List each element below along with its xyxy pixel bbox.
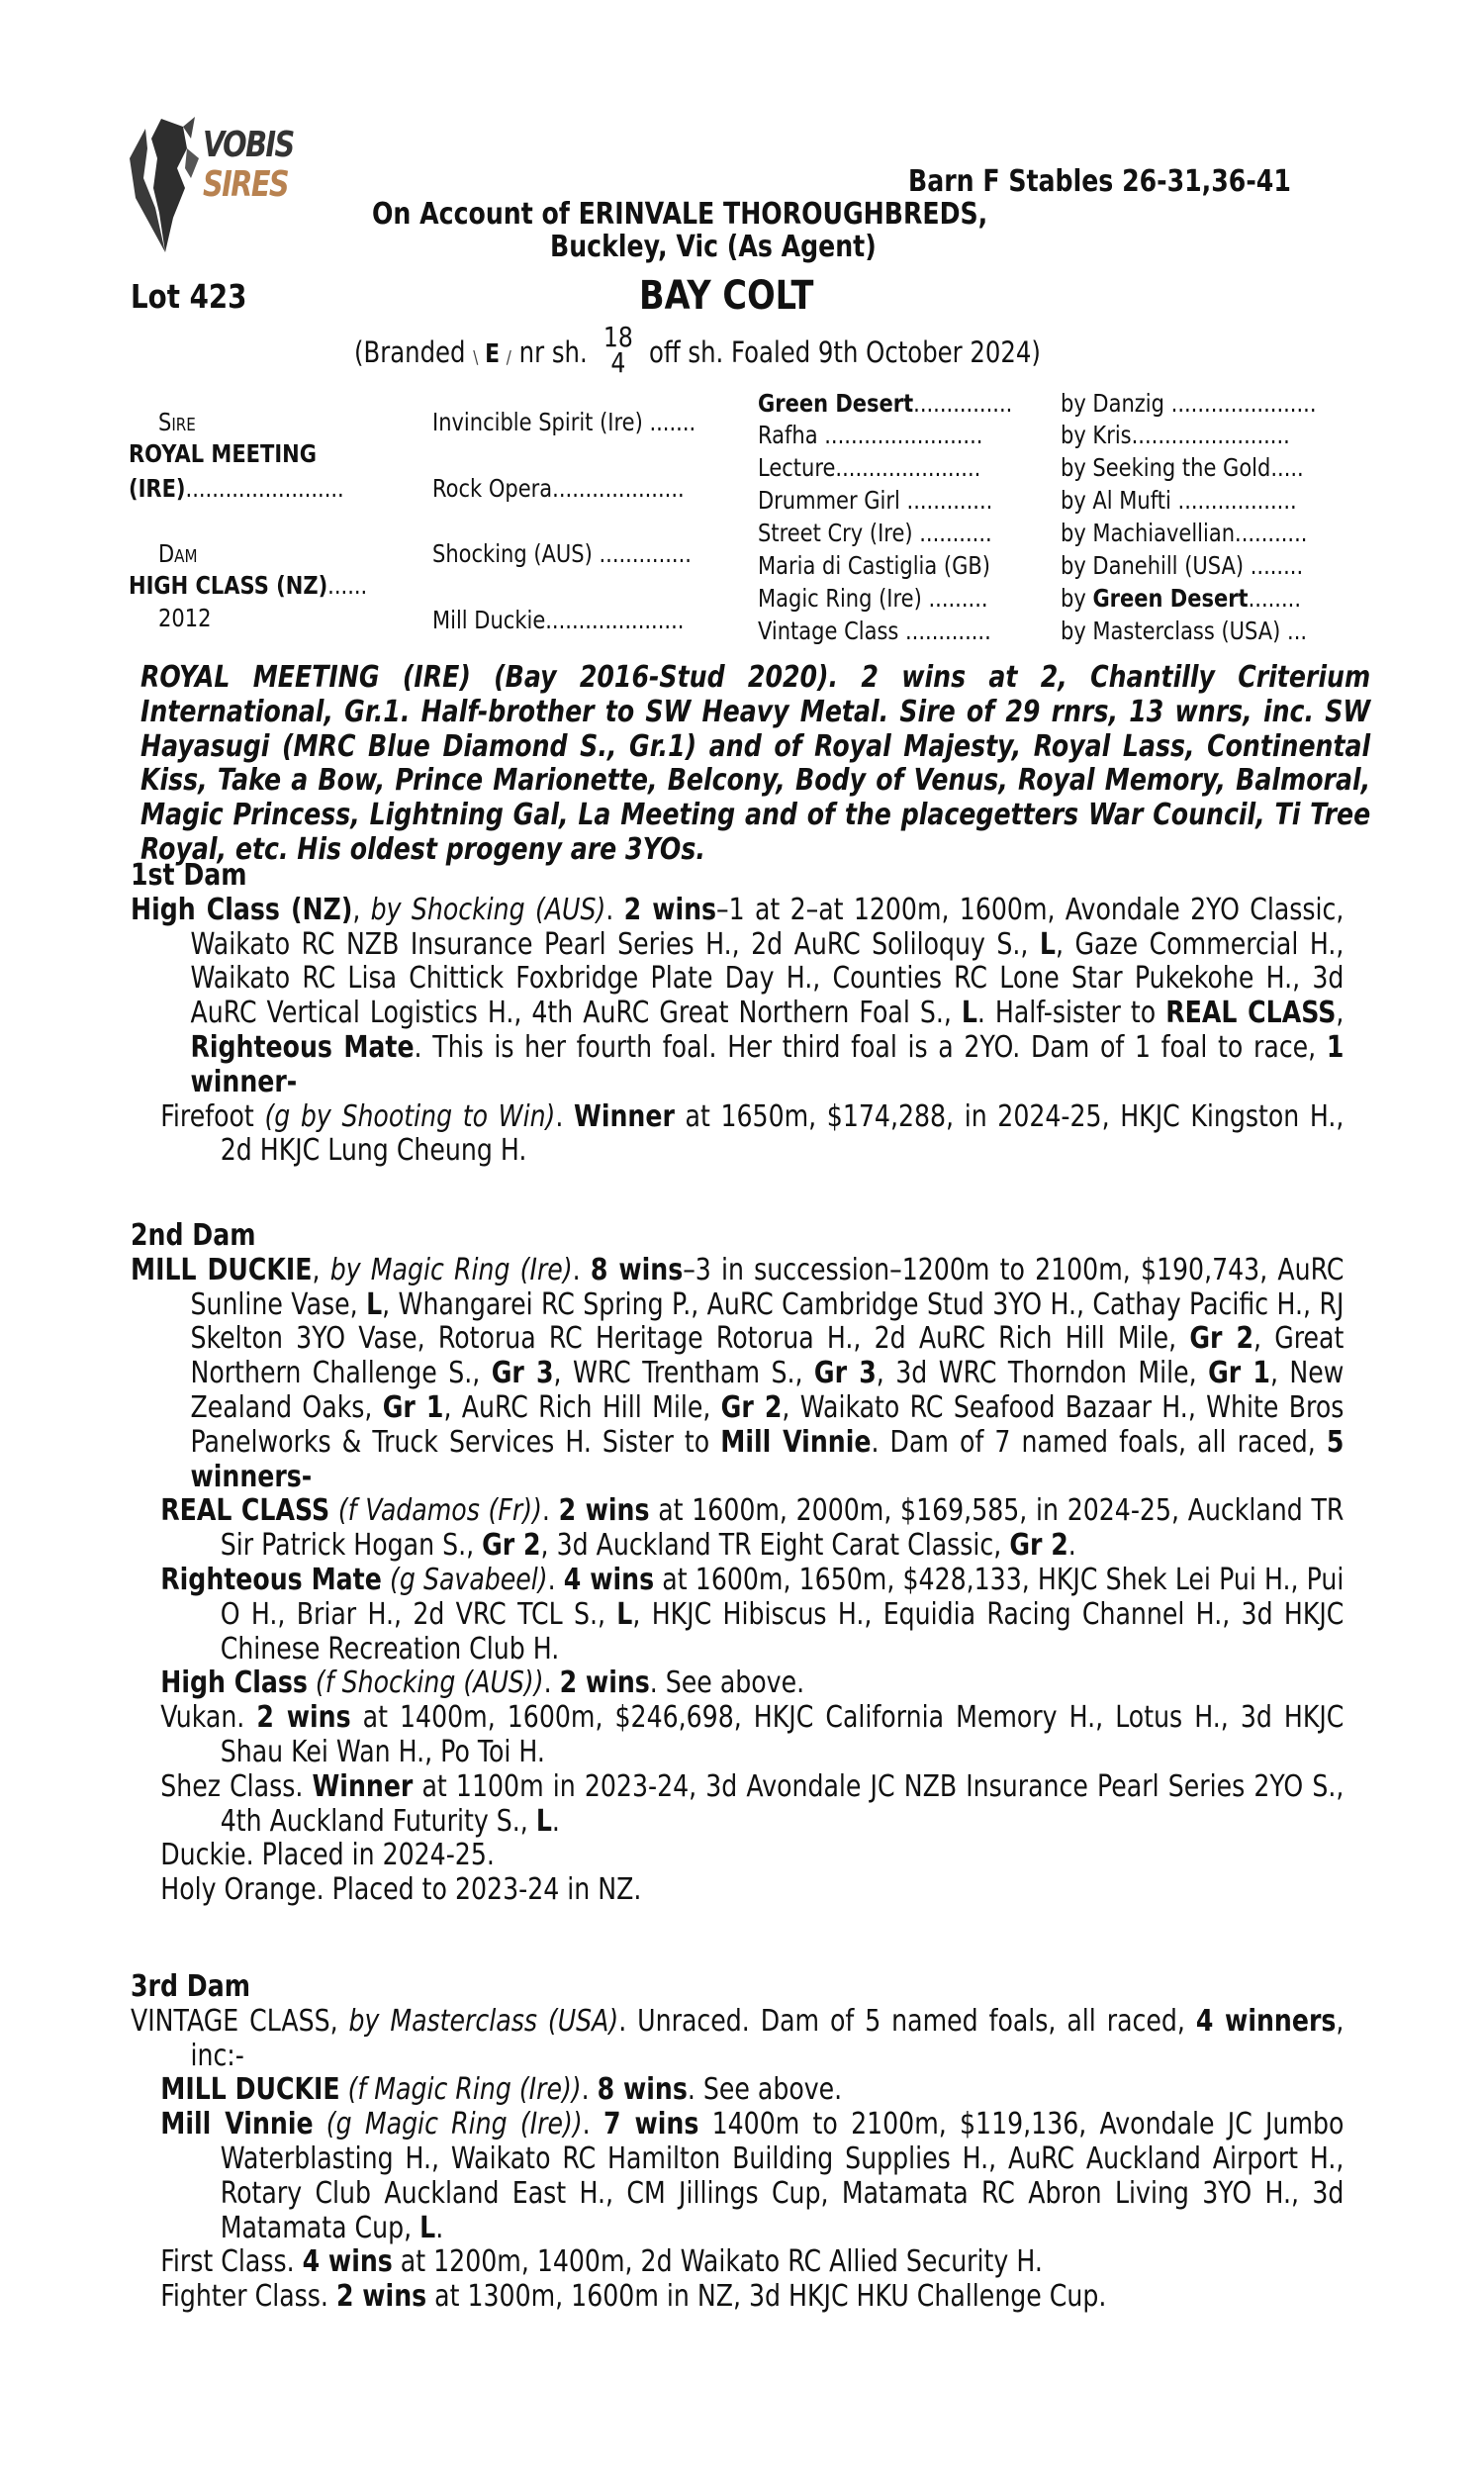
horse-name: Drummer Girl [758, 486, 900, 515]
gen3-row [758, 453, 980, 482]
wins: 2 wins [559, 1665, 650, 1701]
race-record: at 1400m, 1600m, $246,698, HKJC California Memory H., Lotus H., 3d HKJC Shau Kei Wan H., Po Toi H. [220, 1700, 1345, 1769]
group-badge: Gr 2 [1189, 1321, 1253, 1357]
progeny-item: Mill Vinnie (g Magic Ring (Ire)). 7 wins 1400m to 2100m, $119,136, Avondale JC Jumbo Waterblasting H., Waikato RC Hamilton Building Supplies H., AuRC Auckland Airport H., Rotary Club Auckland East H., CM Jillings Cup, Matamata RC Abron Living 3YO H., 3d Matamata Cup, L. [160, 2107, 1345, 2245]
group-badge: Gr 3 [813, 1356, 877, 1391]
gen3-row [758, 389, 1012, 418]
gen3-sire-row [1061, 389, 1317, 418]
leader-dots: ....... [649, 408, 696, 436]
progeny-name: Mill Vinnie [160, 2107, 314, 2142]
progeny-item: Righteous Mate (g Savabeel). 4 wins at 1600m, 1650m, $428,133, HKJC Shek Lei Pui H., Pui O H., Briar H., 2d VRC TCL S., L, HKJC Hibiscus H., Equidia Racing Channel H., 3d HKJC Chinese Recreation Club H. [160, 1562, 1345, 1666]
wins: Winner [312, 1768, 414, 1804]
race-record: . [435, 2210, 444, 2245]
leader-dots: ..................... [545, 606, 685, 634]
gen3-row [758, 584, 988, 613]
leader-dots: ........................ [1131, 421, 1290, 449]
brand-number-bottom: 4 [610, 346, 626, 379]
race-record: . [551, 1803, 560, 1839]
race-record: –1 at 2–at 1200m, 1600m, Avondale 2YO Classic, Waikato RC NZB Insurance Pearl Series H., 2d AuRC Soliloquy S., [190, 892, 1345, 962]
progeny-pedigree: (f Shocking (AUS)) [315, 1665, 544, 1701]
leader-dots: ..... [1270, 453, 1304, 482]
sire-by: by Danehill (USA) [1061, 551, 1245, 580]
horse-rider-logo-icon [126, 109, 205, 257]
dam-label: Dam [158, 539, 198, 568]
leader-dots: .................. [1177, 486, 1297, 515]
brand-mark [473, 339, 511, 369]
gen3-sire-row [1061, 486, 1297, 515]
race-record: , HKJC Hibiscus H., Equidia Racing Channel H., 3d HKJC Chinese Recreation Club H. [220, 1596, 1345, 1666]
wins: 2 wins [623, 892, 717, 927]
gen3-sire-row [1061, 617, 1307, 645]
first-dam-section [131, 859, 1344, 1169]
race-record: , Great Northern Challenge S., [190, 1321, 1345, 1391]
group-badge: Gr 1 [382, 1389, 444, 1425]
gen3-row [758, 421, 982, 449]
progeny-pedigree: (f Magic Ring (Ire)) [347, 2072, 582, 2108]
progeny-name: Shez Class. [160, 1768, 304, 1804]
race-record: at 1100m in 2023-24, 3d Avondale JC NZB Insurance Pearl Series 2YO S., 4th Auckland Futurity S., [220, 1768, 1345, 1839]
progeny-name: High Class [160, 1665, 308, 1701]
barn-stables: Barn F Stables 26-31,36-41 [908, 164, 1291, 199]
group-badge: Gr 2 [482, 1528, 541, 1564]
race-record: . See above. [687, 2072, 843, 2108]
horse-name: Maria di Castiglia (GB) [758, 551, 990, 580]
race-record: , 3d WRC Thorndon Mile, [876, 1356, 1197, 1391]
leader-dots: ........... [1235, 519, 1308, 547]
sire-note: ROYAL MEETING (IRE) (Bay 2016-Stud 2020). 2 wins at 2, Chantilly Criterium International, Gr.1. Half-brother to SW Heavy Metal. Sire of 29 rnrs, 13 wnrs, inc. SW Hayasugi (MRC Blue Diamond S., Gr.1) and of Royal Majesty, Royal Lass, Continental Kiss, Take a Bow, Prince Marionette, Belcony, Body of Venus, Royal Memory, Balmoral, Magic Princess, Lightning Gal, La Meeting and of the placegetters War Council, Ti Tree Royal, etc. His oldest progeny are 3YOs. [140, 660, 1371, 867]
sire-country: (IRE) [129, 474, 186, 503]
sire-by: by Masterclass (USA) [1061, 617, 1281, 645]
brand-letter: E [485, 339, 501, 369]
dam-foaled-year: 2012 [158, 604, 212, 632]
sire-by: by Kris [1061, 421, 1132, 449]
race-record: at 1300m, 1600m in NZ, 3d HKJC HKU Challenge Cup. [434, 2279, 1107, 2315]
gen3-sire-row [1061, 551, 1303, 580]
second-dam-section [131, 1219, 1344, 1908]
logo-text-sires: SIRES [203, 164, 289, 205]
race-record: , 3d Auckland TR Eight Carat Classic, [540, 1528, 1002, 1564]
leader-dots: ........ [1250, 551, 1304, 580]
listed-badge: L [1039, 926, 1056, 962]
sire-by: by Machiavellian [1061, 519, 1236, 547]
race-record: . Dam of 7 named foals, all raced, [871, 1424, 1316, 1460]
leader-dots: ...................... [1170, 389, 1317, 418]
dam-name: MILL DUCKIE [131, 1252, 313, 1287]
gen3-row [758, 617, 991, 645]
wins: 4 wins [302, 2244, 393, 2280]
dam-name: High Class (NZ) [131, 892, 353, 927]
group-badge: Gr 1 [1208, 1356, 1270, 1391]
group-badge: Gr 3 [491, 1356, 554, 1391]
gen3-sire-row [1061, 453, 1304, 482]
race-record: at 1650m, $174,288, in 2024-25, HKJC Kingston H., 2d HKJC Lung Cheung H. [220, 1098, 1345, 1169]
progeny-name: Vukan. [160, 1700, 245, 1736]
gen3-sire-row [1061, 584, 1301, 613]
branded-mid: nr sh. [518, 335, 588, 369]
sibling-name: Righteous Mate [190, 1029, 415, 1065]
dam-sire: by Shocking (AUS) [370, 892, 606, 927]
vendor-account: On Account of ERINVALE THOROUGHBREDS, [372, 197, 988, 232]
progeny-name: First Class. [160, 2244, 295, 2280]
leader-dots: ......... [928, 584, 988, 613]
horse-name: Rafha [758, 421, 818, 449]
progeny-item: REAL CLASS (f Vadamos (Fr)). 2 wins at 1600m, 2000m, $169,585, in 2024-25, Auckland TR Sir Patrick Hogan S., Gr 2, 3d Auckland TR Eight Carat Classic, Gr 2. [160, 1493, 1345, 1564]
progeny-name: MILL DUCKIE [160, 2072, 340, 2108]
leader-dots: ...................... [835, 453, 981, 482]
third-dam-section [131, 1970, 1344, 2315]
branded-suffix: off sh. Foaled 9th October 2024) [648, 335, 1041, 369]
leader-dots: .............. [599, 539, 692, 568]
progeny-item: Firefoot (g by Shooting to Win). Winner at 1650m, $174,288, in 2024-25, HKJC Kingston H., 2d HKJC Lung Cheung H. [160, 1098, 1345, 1169]
wins: 8 wins [590, 1252, 684, 1287]
race-record: , inc:- [190, 2003, 1345, 2073]
grandsire-maternal [432, 539, 692, 568]
section-heading: 2nd Dam [131, 1218, 256, 1253]
lot-number: Lot 423 [131, 277, 247, 316]
dam-name-line [129, 571, 367, 600]
winners-count: 4 winners [1195, 2003, 1337, 2039]
race-record: at 1600m, 1650m, $428,133, HKJC Shek Lei Pui H., Pui O H., Briar H., 2d VRC TCL S., [220, 1562, 1345, 1632]
race-record: . See above. [649, 1665, 805, 1701]
sire-by: by Danzig [1061, 389, 1164, 418]
race-record: at 1600m, 2000m, $169,585, in 2024-25, Auckland TR Sir Patrick Hogan S., [220, 1493, 1345, 1564]
wins: 4 wins [563, 1562, 655, 1597]
sire-by: by Al Mufti [1061, 486, 1171, 515]
gen3-row [758, 486, 992, 515]
race-record: . This is her fourth foal. Her third foal is a 2YO. Dam of 1 foal to race, [414, 1029, 1317, 1065]
progeny-pedigree: (g Savabeel) [389, 1562, 548, 1597]
horse-name: Lecture [758, 453, 836, 482]
granddam-paternal [432, 474, 685, 503]
wins: 8 wins [597, 2072, 688, 2108]
dam-record: High Class (NZ), by Shocking (AUS). 2 wins–1 at 2–at 1200m, 1600m, Avondale 2YO Classic, Waikato RC NZB Insurance Pearl Series H., 2d AuRC Soliloquy S., L, Gaze Commercial H., Waikato RC Lisa Chittick Foxbridge Plate Day H., Counties RC Lone Star Pukekohe H., 3d AuRC Vertical Logistics H., 4th AuRC Great Northern Foal S., L. Half-sister to REAL CLASS, Righteous Mate. This is her fourth foal. Her third foal is a 2YO. Dam of 1 foal to race, 1 winner- [131, 892, 1345, 1099]
brand-description [354, 321, 1041, 380]
section-heading: 3rd Dam [131, 1969, 250, 2004]
leader-dots: ............... [913, 389, 1013, 418]
leader-dots: ........... [919, 519, 992, 547]
race-record: , Gaze Commercial H., Waikato RC Lisa Chittick Foxbridge Plate Day H., Counties RC Lone Star Pukekohe H., 3d AuRC Vertical Logistics H., 4th AuRC Great Northern Foal S., [190, 926, 1345, 1031]
progeny-item [131, 1770, 1344, 1840]
section-heading: 1st Dam [131, 858, 247, 893]
race-record: , Whangarei RC Spring P., AuRC Cambridge Stud 3YO H., Cathay Pacific H., RJ Skelton 3YO Vase, Rotorua RC Heritage Rotorua H., 2d AuRC Rich Hill Mile, [190, 1286, 1345, 1357]
race-record: , Waikato RC Seafood Bazaar H., White Bros Panelworks & Truck Services H. Sister to [190, 1389, 1345, 1460]
progeny-name: Righteous Mate [160, 1562, 382, 1597]
leader-dots: ............. [906, 486, 993, 515]
leader-dots: ........ [1248, 584, 1302, 613]
horse-name: Magic Ring (Ire) [758, 584, 922, 613]
race-record: , WRC Trentham S., [553, 1356, 803, 1391]
race-record: . Unraced. Dam of 5 named foals, all raced, [618, 2003, 1185, 2039]
leader-dots: ........................ [824, 421, 983, 449]
progeny-item [131, 2280, 1344, 2315]
sire-name: ROYAL MEETING [129, 439, 317, 468]
progeny-name: Fighter Class. [160, 2279, 328, 2315]
progeny-name: Firefoot [160, 1098, 254, 1134]
dam-sire: by Magic Ring (Ire) [329, 1252, 573, 1287]
leader-dots: ........................ [185, 474, 344, 503]
wins: Winner [574, 1098, 675, 1134]
sire-by: by [1061, 584, 1093, 613]
progeny-item: Duckie. Placed in 2024-25. [160, 1838, 495, 1873]
brand-tick-right-icon: / [506, 347, 511, 368]
granddam-maternal [432, 606, 684, 634]
horse-name: Mill Duckie [432, 606, 546, 634]
gen3-row [758, 551, 990, 580]
brand-tick-left-icon: \ [473, 347, 479, 368]
winners-count: 1 winner- [190, 1029, 1345, 1099]
race-record: , New Zealand Oaks, [190, 1356, 1345, 1425]
brand-number-top: 18 [603, 321, 633, 353]
progeny-item [131, 2245, 1344, 2280]
horse-name: Rock Opera [432, 474, 553, 503]
progeny-item [131, 1701, 1344, 1770]
progeny-item: MILL DUCKIE (f Magic Ring (Ire)). 8 wins. See above. [160, 2072, 843, 2108]
gen3-sire-row [1061, 519, 1307, 547]
group-badge: Gr 2 [1009, 1528, 1068, 1564]
wins: 2 wins [558, 1493, 650, 1529]
winners-count: 5 winners- [190, 1424, 1345, 1494]
progeny-item: High Class (f Shocking (AUS)). 2 wins. See above. [160, 1665, 805, 1701]
leader-dots: .................... [552, 474, 685, 503]
grandsire-paternal [432, 408, 696, 436]
sire-label: Sire [158, 408, 196, 436]
sibling-name: Mill Vinnie [720, 1424, 872, 1460]
horse-name: Invincible Spirit (Ire) [432, 408, 643, 436]
race-record: –3 in succession–1200m to 2100m, $190,743, AuRC Sunline Vase, [190, 1252, 1345, 1322]
wins: 2 wins [256, 1700, 351, 1736]
listed-badge: L [419, 2210, 436, 2245]
wins: 2 wins [335, 2279, 427, 2315]
sire-by: by Seeking the Gold [1061, 453, 1271, 482]
progeny-pedigree: (f Vadamos (Fr)) [337, 1493, 542, 1529]
leader-dots: ...... [327, 571, 368, 600]
logo-text-vobis: VOBIS [203, 125, 294, 165]
vendor-location: Buckley, Vic (As Agent) [550, 230, 877, 264]
sire-name-line2 [129, 474, 344, 503]
wins: 7 wins [603, 2107, 699, 2142]
race-record: at 1200m, 1400m, 2d Waikato RC Allied Security H. [400, 2244, 1043, 2280]
gen3-sire-row [1061, 421, 1290, 449]
sire-by-bold: Green Desert [1092, 584, 1249, 613]
brand-number [603, 321, 633, 379]
leader-dots: ............. [905, 617, 991, 645]
race-record: 1400m to 2100m, $119,136, Avondale JC Jumbo Waterblasting H., Waikato RC Hamilton Building Supplies H., AuRC Auckland Airport H., Rotary Club Auckland East H., CM Jillings Cup, Matamata RC Abron Living 3YO H., 3d Matamata Cup, [220, 2107, 1345, 2245]
progeny-pedigree: (g Magic Ring (Ire)) [325, 2107, 583, 2142]
horse-name: Shocking (AUS) [432, 539, 593, 568]
progeny-name: REAL CLASS [160, 1493, 330, 1529]
vobis-sires-logo [126, 109, 324, 257]
gen3-row [758, 519, 992, 547]
leader-dots: ... [1287, 617, 1308, 645]
horse-title: BAY COLT [639, 273, 814, 319]
listed-badge: L [961, 996, 977, 1031]
horse-name: Street Cry (Ire) [758, 519, 913, 547]
sibling-name: REAL CLASS [1165, 996, 1337, 1031]
dam-sire: by Masterclass (USA) [348, 2003, 619, 2039]
race-record: , AuRC Rich Hill Mile, [443, 1389, 711, 1425]
listed-badge: L [535, 1803, 552, 1839]
progeny-pedigree: (g by Shooting to Win) [264, 1098, 556, 1134]
listed-badge: L [616, 1596, 633, 1632]
dam-name: HIGH CLASS (NZ) [129, 571, 328, 600]
dam-record [131, 2005, 1344, 2074]
horse-name: Vintage Class [758, 617, 899, 645]
dam-record: MILL DUCKIE, by Magic Ring (Ire). 8 wins–3 in succession–1200m to 2100m, $190,743, AuRC Sunline Vase, L, Whangarei RC Spring P., AuRC Cambridge Stud 3YO H., Cathay Pacific H., RJ Skelton 3YO Vase, Rotorua RC Heritage Rotorua H., 2d AuRC Rich Hill Mile, Gr 2, Great Northern Challenge S., Gr 3, WRC Trentham S., Gr 3, 3d WRC Thorndon Mile, Gr 1, New Zealand Oaks, Gr 1, AuRC Rich Hill Mile, Gr 2, Waikato RC Seafood Bazaar H., White Bros Panelworks & Truck Services H. Sister to Mill Vinnie. Dam of 7 named foals, all raced, 5 winners- [131, 1252, 1345, 1494]
horse-name: Green Desert [758, 389, 914, 418]
dam-name: VINTAGE CLASS, [131, 2003, 338, 2039]
progeny-item: Holy Orange. Placed to 2023-24 in NZ. [160, 1872, 642, 1908]
branded-prefix: (Branded [354, 335, 466, 369]
listed-badge: L [366, 1286, 383, 1322]
group-badge: Gr 2 [720, 1389, 783, 1425]
race-record: . Half-sister to [976, 996, 1157, 1031]
race-record: . [1067, 1528, 1076, 1564]
